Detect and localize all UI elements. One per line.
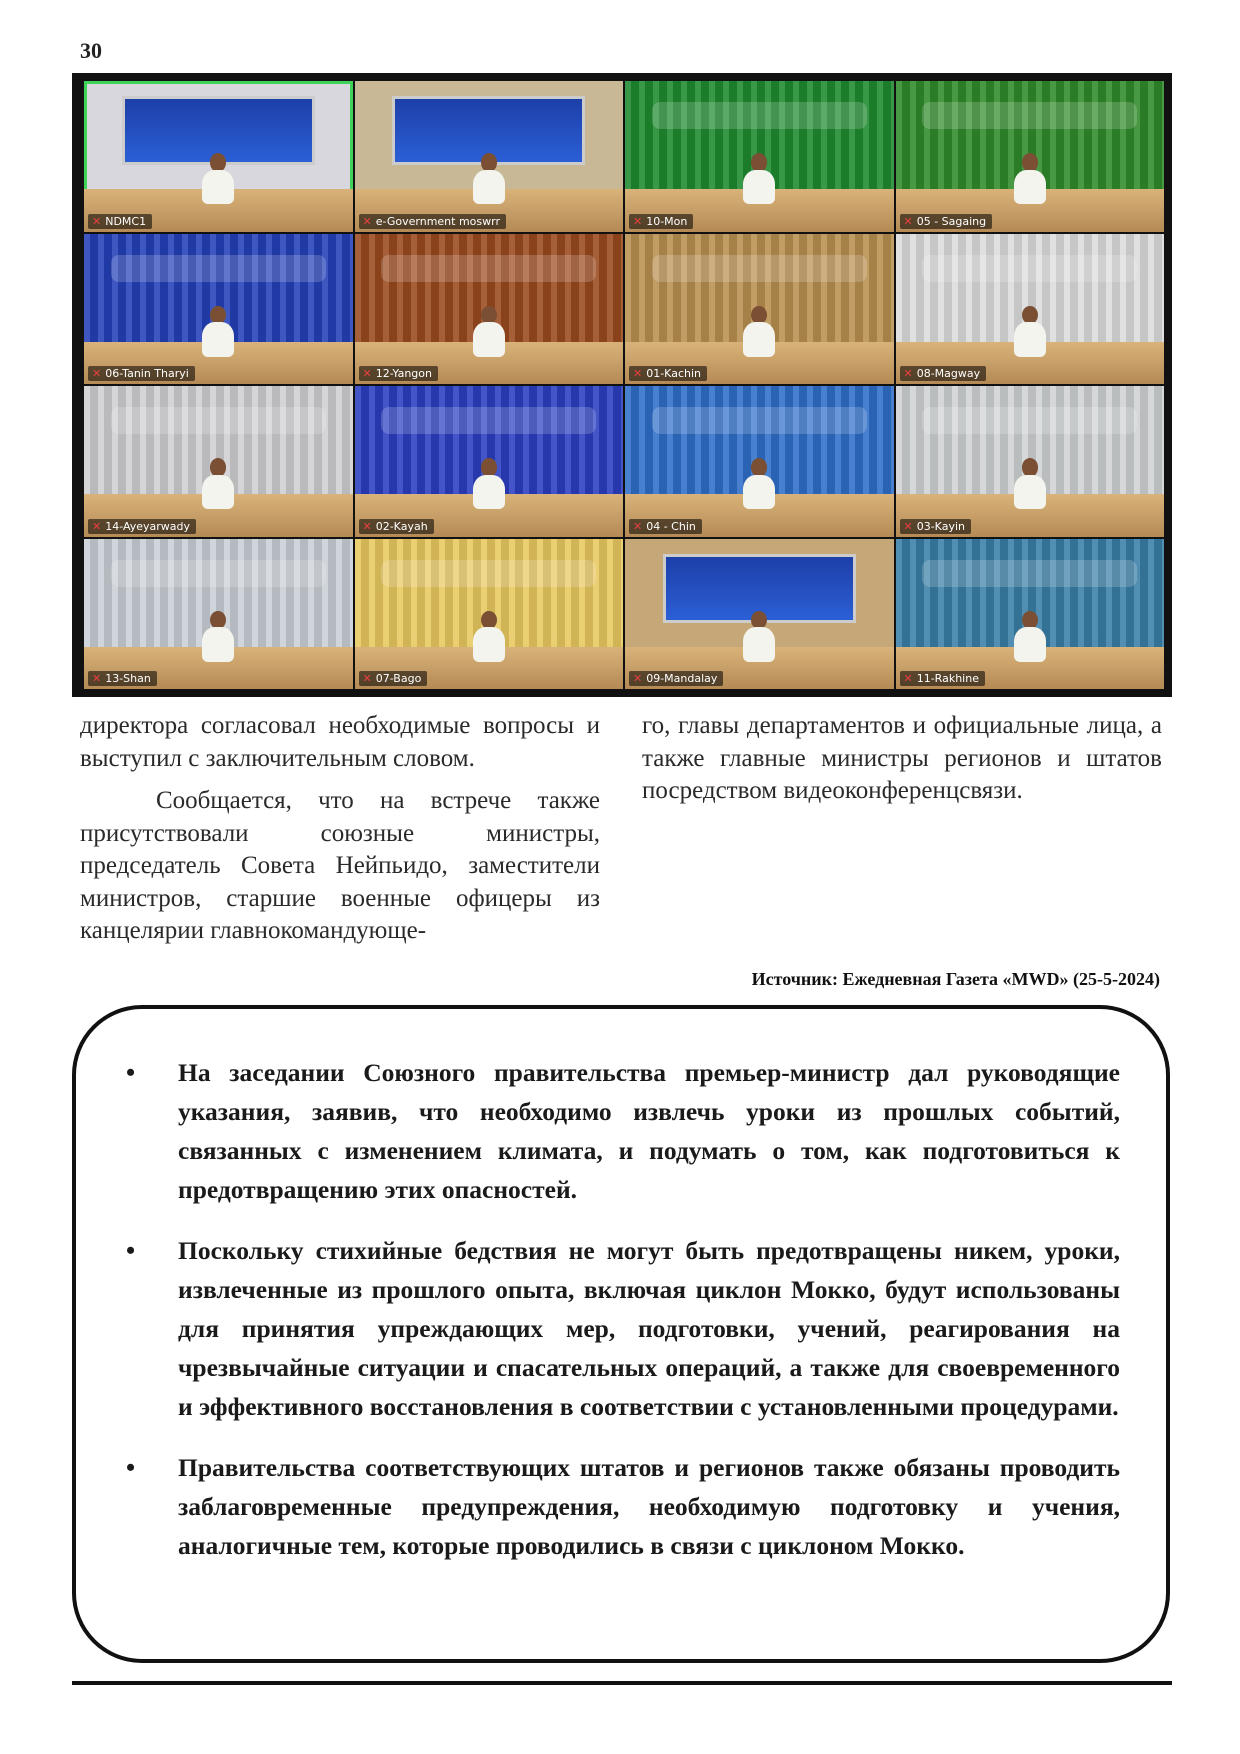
participant-body (202, 322, 234, 357)
tile-caption (900, 366, 987, 381)
tile-label: NDMC1 (105, 214, 147, 228)
bullet-icon: • (126, 1236, 136, 1265)
left-paragraph-1: директора согласовал необходимые вопросы и выступил с заключительным словом. (80, 712, 600, 772)
tile-caption (629, 671, 723, 686)
muted-mic-icon: ✕ (92, 672, 102, 685)
muted-mic-icon: ✕ (633, 367, 643, 380)
title-banner (111, 407, 326, 434)
participant-head (481, 458, 497, 476)
key-point-item (116, 1231, 1120, 1426)
key-points-box (72, 1005, 1170, 1663)
key-point-text: Поскольку стихийные бедствия не могут быть предотвращены никем, уроки, извлеченные из прошлого опыта, включая циклон Мокко, будут использованы для принятия упреждающих мер, подготовки, учений, реагирования на чрезвычайные ситуации и спасательных операций, а также для своевременного и эффективного восстановления в соответствии с установленными процедурами. (178, 1236, 1120, 1421)
tile-caption (88, 366, 195, 381)
tile-label: 04 - Chin (646, 519, 696, 533)
title-banner (381, 255, 596, 282)
left-paragraph-2: Сообщается, что на встрече также присутствовали союзные министры, председатель Совета Нейпьидо, заместители министров, старшие военные офицеры из канцелярии главнокомандующе- (80, 787, 600, 944)
participant-body (202, 627, 234, 662)
bullet-icon: • (126, 1058, 136, 1087)
tile-label: 03-Kayin (916, 519, 965, 533)
muted-mic-icon: ✕ (903, 519, 913, 533)
participant-body (1014, 170, 1046, 205)
tile-label: 06-Tanin Tharyi (105, 367, 189, 380)
tile-label: 08-Magway (916, 367, 981, 380)
conference-tile (896, 81, 1165, 232)
conference-tile (625, 386, 894, 537)
tile-label: 07-Bago (375, 672, 422, 685)
participant-body (1014, 475, 1046, 510)
title-banner (922, 255, 1137, 282)
key-point-item (116, 1448, 1120, 1565)
bullet-icon: • (126, 1453, 136, 1482)
participant-body (473, 322, 505, 357)
conference-tile (84, 234, 353, 385)
tile-label: 01-Kachin (646, 367, 701, 380)
conference-tile (896, 386, 1165, 537)
muted-mic-icon: ✕ (903, 367, 913, 380)
muted-mic-icon: ✕ (903, 214, 913, 228)
participant-head (1022, 153, 1038, 171)
muted-mic-icon: ✕ (362, 672, 372, 685)
participant-body (473, 475, 505, 510)
tile-caption (900, 671, 985, 686)
tile-caption (629, 366, 707, 381)
title-banner (922, 102, 1137, 129)
participant-figure (473, 458, 505, 509)
video-conference-photo (72, 73, 1172, 697)
tile-caption (629, 519, 702, 534)
participant-body (1014, 627, 1046, 662)
participant-figure (743, 458, 775, 509)
conference-tile (355, 234, 624, 385)
muted-mic-icon: ✕ (92, 519, 102, 533)
conference-tile (896, 234, 1165, 385)
page-number: 30 (80, 38, 102, 63)
tile-caption (359, 519, 434, 534)
conference-tile (896, 539, 1165, 690)
conference-tile (625, 234, 894, 385)
tile-label: 12-Yangon (375, 367, 432, 380)
conference-tile (84, 386, 353, 537)
muted-mic-icon: ✕ (633, 519, 643, 533)
participant-head (210, 153, 226, 171)
participant-head (1022, 458, 1038, 476)
muted-mic-icon: ✕ (362, 214, 372, 228)
video-conference-grid (84, 81, 1164, 689)
participant-figure (1014, 153, 1046, 204)
title-banner (652, 102, 867, 129)
tile-caption (629, 214, 693, 229)
participant-figure (743, 306, 775, 357)
title-banner (381, 560, 596, 587)
tile-label: 14-Ayeyarwady (105, 519, 191, 533)
muted-mic-icon: ✕ (633, 214, 643, 228)
participant-body (473, 627, 505, 662)
muted-mic-icon: ✕ (92, 367, 102, 380)
participant-body (202, 170, 234, 205)
muted-mic-icon: ✕ (903, 672, 913, 685)
key-point-item (116, 1053, 1120, 1209)
participant-figure (473, 306, 505, 357)
title-banner (922, 560, 1137, 587)
conference-tile (355, 81, 624, 232)
participant-body (743, 475, 775, 510)
participant-figure (202, 306, 234, 357)
participant-head (210, 458, 226, 476)
muted-mic-icon: ✕ (362, 367, 372, 380)
tile-label: 05 - Sagaing (916, 214, 987, 228)
participant-figure (202, 153, 234, 204)
participant-figure (743, 153, 775, 204)
participant-body (743, 627, 775, 662)
left-text-column (80, 710, 600, 958)
title-banner (111, 255, 326, 282)
conference-tile (355, 539, 624, 690)
tile-caption (359, 366, 438, 381)
right-paragraph-1: го, главы департаментов и официальные лица, а также главные министры регионов и штатов посредством видеоконференцсвязи. (642, 712, 1162, 804)
participant-figure (1014, 458, 1046, 509)
tile-caption (88, 214, 152, 229)
tile-caption (900, 519, 971, 534)
participant-body (743, 170, 775, 205)
key-point-text: Правительства соответствующих штатов и регионов также обязаны проводить заблаговременные предупреждения, необходимую подготовку и учения, аналогичные тем, которые проводились в связи с циклоном Мокко. (178, 1453, 1120, 1560)
participant-head (481, 153, 497, 171)
bottom-divider (72, 1681, 1172, 1685)
conference-tile (625, 539, 894, 690)
participant-figure (743, 611, 775, 662)
muted-mic-icon: ✕ (362, 519, 372, 533)
title-banner (381, 407, 596, 434)
right-text-column (642, 710, 1162, 818)
participant-figure (1014, 306, 1046, 357)
tile-label: e-Government moswrr (375, 214, 500, 228)
tile-caption (900, 214, 993, 229)
tile-caption (359, 671, 428, 686)
tile-label: 02-Kayah (375, 519, 428, 533)
participant-figure (1014, 611, 1046, 662)
participant-body (1014, 322, 1046, 357)
title-banner (652, 407, 867, 434)
tile-label: 10-Mon (646, 214, 688, 228)
conference-tile (84, 539, 353, 690)
participant-body (202, 475, 234, 510)
tile-caption (88, 671, 157, 686)
muted-mic-icon: ✕ (92, 214, 102, 228)
tile-label: 09-Mandalay (646, 672, 718, 685)
participant-figure (473, 153, 505, 204)
conference-tile (625, 81, 894, 232)
tile-caption (359, 214, 506, 229)
conference-tile (355, 386, 624, 537)
source-citation: Источник: Ежедневная Газета «MWD» (25-5-2024) (751, 969, 1160, 989)
tile-label: 11-Rakhine (916, 672, 979, 685)
key-point-text: На заседании Союзного правительства премьер-министр дал руководящие указания, заявив, что необходимо извлечь уроки из прошлых событий, связанных с изменением климата, и подумать о том, как подготовиться к предотвращению этих опасностей. (178, 1058, 1120, 1204)
participant-body (743, 322, 775, 357)
participant-figure (202, 458, 234, 509)
participant-figure (473, 611, 505, 662)
title-banner (111, 560, 326, 587)
participant-head (751, 153, 767, 171)
tile-caption (88, 519, 196, 534)
muted-mic-icon: ✕ (633, 672, 643, 685)
conference-tile (84, 81, 353, 232)
participant-head (751, 458, 767, 476)
participant-body (473, 170, 505, 205)
participant-figure (202, 611, 234, 662)
tile-label: 13-Shan (105, 672, 151, 685)
title-banner (922, 407, 1137, 434)
title-banner (652, 255, 867, 282)
